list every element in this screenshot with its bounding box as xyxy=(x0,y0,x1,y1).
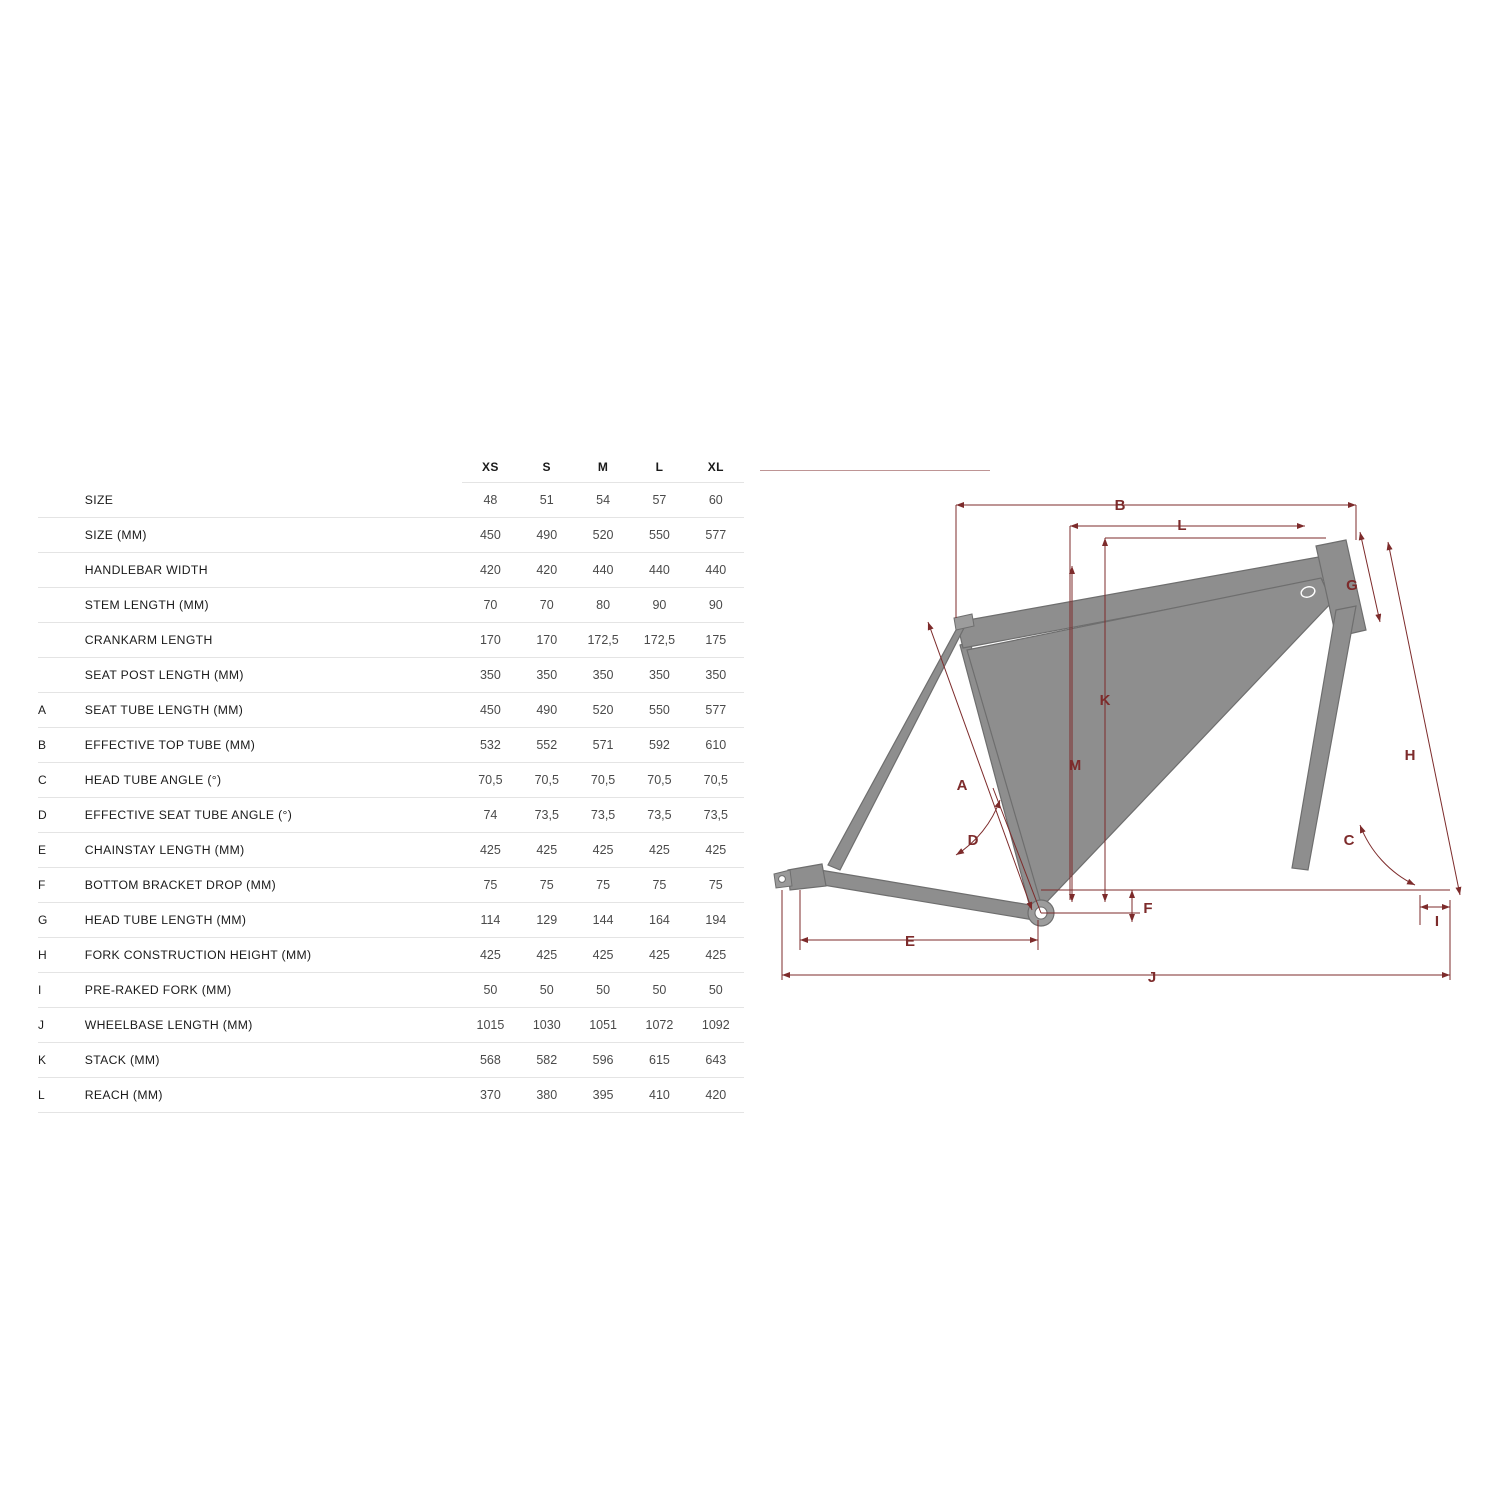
cell-xl: 70,5 xyxy=(688,763,744,798)
row-key: L xyxy=(38,1078,85,1113)
row-label: BOTTOM BRACKET DROP (MM) xyxy=(85,868,462,903)
cell-xs: 70 xyxy=(462,588,518,623)
cell-l: 425 xyxy=(631,938,687,973)
label-I: I xyxy=(1434,913,1440,930)
row-key xyxy=(38,483,85,518)
label-A: A xyxy=(956,777,968,794)
table-row xyxy=(38,483,744,518)
cell-xl: 1092 xyxy=(688,1008,744,1043)
cell-xs: 50 xyxy=(462,973,518,1008)
cell-l: 592 xyxy=(631,728,687,763)
row-key: H xyxy=(38,938,85,973)
cell-s: 380 xyxy=(519,1078,575,1113)
header-size-m: M xyxy=(575,452,631,483)
row-label: HANDLEBAR WIDTH xyxy=(85,553,462,588)
cell-m: 395 xyxy=(575,1078,631,1113)
row-key xyxy=(38,623,85,658)
table-row xyxy=(38,938,744,973)
cell-xs: 568 xyxy=(462,1043,518,1078)
table-row xyxy=(38,728,744,763)
row-label: SIZE xyxy=(85,483,462,518)
cell-xl: 610 xyxy=(688,728,744,763)
row-label: PRE-RAKED FORK (MM) xyxy=(85,973,462,1008)
row-key: I xyxy=(38,973,85,1008)
table-row xyxy=(38,553,744,588)
cell-l: 164 xyxy=(631,903,687,938)
cell-l: 1072 xyxy=(631,1008,687,1043)
cell-m: 144 xyxy=(575,903,631,938)
label-H: H xyxy=(1404,747,1416,764)
cell-xs: 532 xyxy=(462,728,518,763)
cell-l: 70,5 xyxy=(631,763,687,798)
row-label: REACH (MM) xyxy=(85,1078,462,1113)
cell-l: 615 xyxy=(631,1043,687,1078)
cell-l: 73,5 xyxy=(631,798,687,833)
label-E: E xyxy=(904,933,916,950)
table-row xyxy=(38,1008,744,1043)
cell-l: 57 xyxy=(631,483,687,518)
cell-s: 75 xyxy=(519,868,575,903)
cell-xs: 114 xyxy=(462,903,518,938)
cell-xl: 73,5 xyxy=(688,798,744,833)
row-key xyxy=(38,553,85,588)
row-label: HEAD TUBE LENGTH (MM) xyxy=(85,903,462,938)
cell-l: 90 xyxy=(631,588,687,623)
cell-m: 571 xyxy=(575,728,631,763)
cell-m: 73,5 xyxy=(575,798,631,833)
cell-xs: 425 xyxy=(462,833,518,868)
cell-m: 520 xyxy=(575,518,631,553)
table-row xyxy=(38,903,744,938)
bike-geometry-diagram xyxy=(760,470,1470,1010)
row-label: FORK CONSTRUCTION HEIGHT (MM) xyxy=(85,938,462,973)
row-label: HEAD TUBE ANGLE (°) xyxy=(85,763,462,798)
row-key: C xyxy=(38,763,85,798)
cell-l: 425 xyxy=(631,833,687,868)
table-header xyxy=(38,452,744,483)
cell-l: 440 xyxy=(631,553,687,588)
label-J: J xyxy=(1147,969,1157,986)
row-key: E xyxy=(38,833,85,868)
cell-l: 350 xyxy=(631,658,687,693)
header-size-xl: XL xyxy=(688,452,744,483)
cell-xs: 70,5 xyxy=(462,763,518,798)
cell-xl: 425 xyxy=(688,833,744,868)
row-label: CHAINSTAY LENGTH (MM) xyxy=(85,833,462,868)
cell-s: 70,5 xyxy=(519,763,575,798)
cell-xs: 420 xyxy=(462,553,518,588)
header-size-xs: XS xyxy=(462,452,518,483)
label-G: G xyxy=(1346,577,1358,594)
cell-s: 70 xyxy=(519,588,575,623)
cell-m: 172,5 xyxy=(575,623,631,658)
table-row xyxy=(38,658,744,693)
row-key: F xyxy=(38,868,85,903)
cell-l: 550 xyxy=(631,693,687,728)
row-key: J xyxy=(38,1008,85,1043)
cell-s: 350 xyxy=(519,658,575,693)
cell-s: 490 xyxy=(519,518,575,553)
table-row xyxy=(38,798,744,833)
label-L: L xyxy=(1177,517,1187,534)
table-row xyxy=(38,868,744,903)
cell-m: 75 xyxy=(575,868,631,903)
cell-s: 425 xyxy=(519,833,575,868)
cell-m: 54 xyxy=(575,483,631,518)
row-label: SEAT TUBE LENGTH (MM) xyxy=(85,693,462,728)
label-B: B xyxy=(1114,497,1126,514)
table-row xyxy=(38,693,744,728)
cell-xs: 75 xyxy=(462,868,518,903)
label-C: C xyxy=(1343,832,1355,849)
cell-m: 440 xyxy=(575,553,631,588)
cell-xl: 643 xyxy=(688,1043,744,1078)
cell-xs: 1015 xyxy=(462,1008,518,1043)
header-label-blank xyxy=(85,452,462,483)
cell-xl: 50 xyxy=(688,973,744,1008)
cell-l: 550 xyxy=(631,518,687,553)
header-size-s: S xyxy=(519,452,575,483)
cell-s: 170 xyxy=(519,623,575,658)
geometry-table xyxy=(38,452,744,1113)
cell-xs: 350 xyxy=(462,658,518,693)
label-F: F xyxy=(1143,900,1153,917)
cell-xl: 440 xyxy=(688,553,744,588)
row-label: WHEELBASE LENGTH (MM) xyxy=(85,1008,462,1043)
cell-m: 50 xyxy=(575,973,631,1008)
row-key: D xyxy=(38,798,85,833)
row-label: EFFECTIVE SEAT TUBE ANGLE (°) xyxy=(85,798,462,833)
row-label: SEAT POST LENGTH (MM) xyxy=(85,658,462,693)
table-row xyxy=(38,833,744,868)
row-key: G xyxy=(38,903,85,938)
cell-xl: 577 xyxy=(688,693,744,728)
cell-s: 129 xyxy=(519,903,575,938)
cell-s: 420 xyxy=(519,553,575,588)
cell-s: 582 xyxy=(519,1043,575,1078)
cell-xs: 450 xyxy=(462,693,518,728)
cell-xs: 425 xyxy=(462,938,518,973)
row-label: STEM LENGTH (MM) xyxy=(85,588,462,623)
cell-s: 425 xyxy=(519,938,575,973)
cell-m: 70,5 xyxy=(575,763,631,798)
cell-l: 172,5 xyxy=(631,623,687,658)
table-row xyxy=(38,588,744,623)
table-row xyxy=(38,1078,744,1113)
cell-xl: 350 xyxy=(688,658,744,693)
cell-xl: 425 xyxy=(688,938,744,973)
cell-xs: 48 xyxy=(462,483,518,518)
cell-s: 1030 xyxy=(519,1008,575,1043)
cell-l: 75 xyxy=(631,868,687,903)
table-row xyxy=(38,1043,744,1078)
cell-m: 520 xyxy=(575,693,631,728)
cell-xl: 75 xyxy=(688,868,744,903)
cell-xs: 170 xyxy=(462,623,518,658)
cell-s: 51 xyxy=(519,483,575,518)
cell-xl: 577 xyxy=(688,518,744,553)
cell-m: 425 xyxy=(575,938,631,973)
cell-s: 73,5 xyxy=(519,798,575,833)
table-row xyxy=(38,763,744,798)
row-key: K xyxy=(38,1043,85,1078)
cell-s: 490 xyxy=(519,693,575,728)
cell-xl: 175 xyxy=(688,623,744,658)
cell-xl: 60 xyxy=(688,483,744,518)
row-key xyxy=(38,658,85,693)
header-key-blank xyxy=(38,452,85,483)
cell-s: 50 xyxy=(519,973,575,1008)
cell-m: 1051 xyxy=(575,1008,631,1043)
cell-xl: 420 xyxy=(688,1078,744,1113)
cell-xs: 450 xyxy=(462,518,518,553)
row-key xyxy=(38,588,85,623)
row-key: A xyxy=(38,693,85,728)
row-label: SIZE (MM) xyxy=(85,518,462,553)
cell-m: 80 xyxy=(575,588,631,623)
cell-xs: 74 xyxy=(462,798,518,833)
label-K: K xyxy=(1099,692,1111,709)
cell-s: 552 xyxy=(519,728,575,763)
row-key: B xyxy=(38,728,85,763)
table-header-row xyxy=(38,452,744,483)
cell-xl: 194 xyxy=(688,903,744,938)
cell-m: 596 xyxy=(575,1043,631,1078)
cell-l: 50 xyxy=(631,973,687,1008)
label-D: D xyxy=(967,832,979,849)
cell-m: 425 xyxy=(575,833,631,868)
table-row xyxy=(38,623,744,658)
label-M: M xyxy=(1068,757,1082,774)
cell-l: 410 xyxy=(631,1078,687,1113)
table-row xyxy=(38,973,744,1008)
table-row xyxy=(38,518,744,553)
row-key xyxy=(38,518,85,553)
header-size-l: L xyxy=(631,452,687,483)
row-label: STACK (MM) xyxy=(85,1043,462,1078)
cell-xl: 90 xyxy=(688,588,744,623)
cell-xs: 370 xyxy=(462,1078,518,1113)
row-label: EFFECTIVE TOP TUBE (MM) xyxy=(85,728,462,763)
row-label: CRANKARM LENGTH xyxy=(85,623,462,658)
table-body xyxy=(38,483,744,1113)
cell-m: 350 xyxy=(575,658,631,693)
